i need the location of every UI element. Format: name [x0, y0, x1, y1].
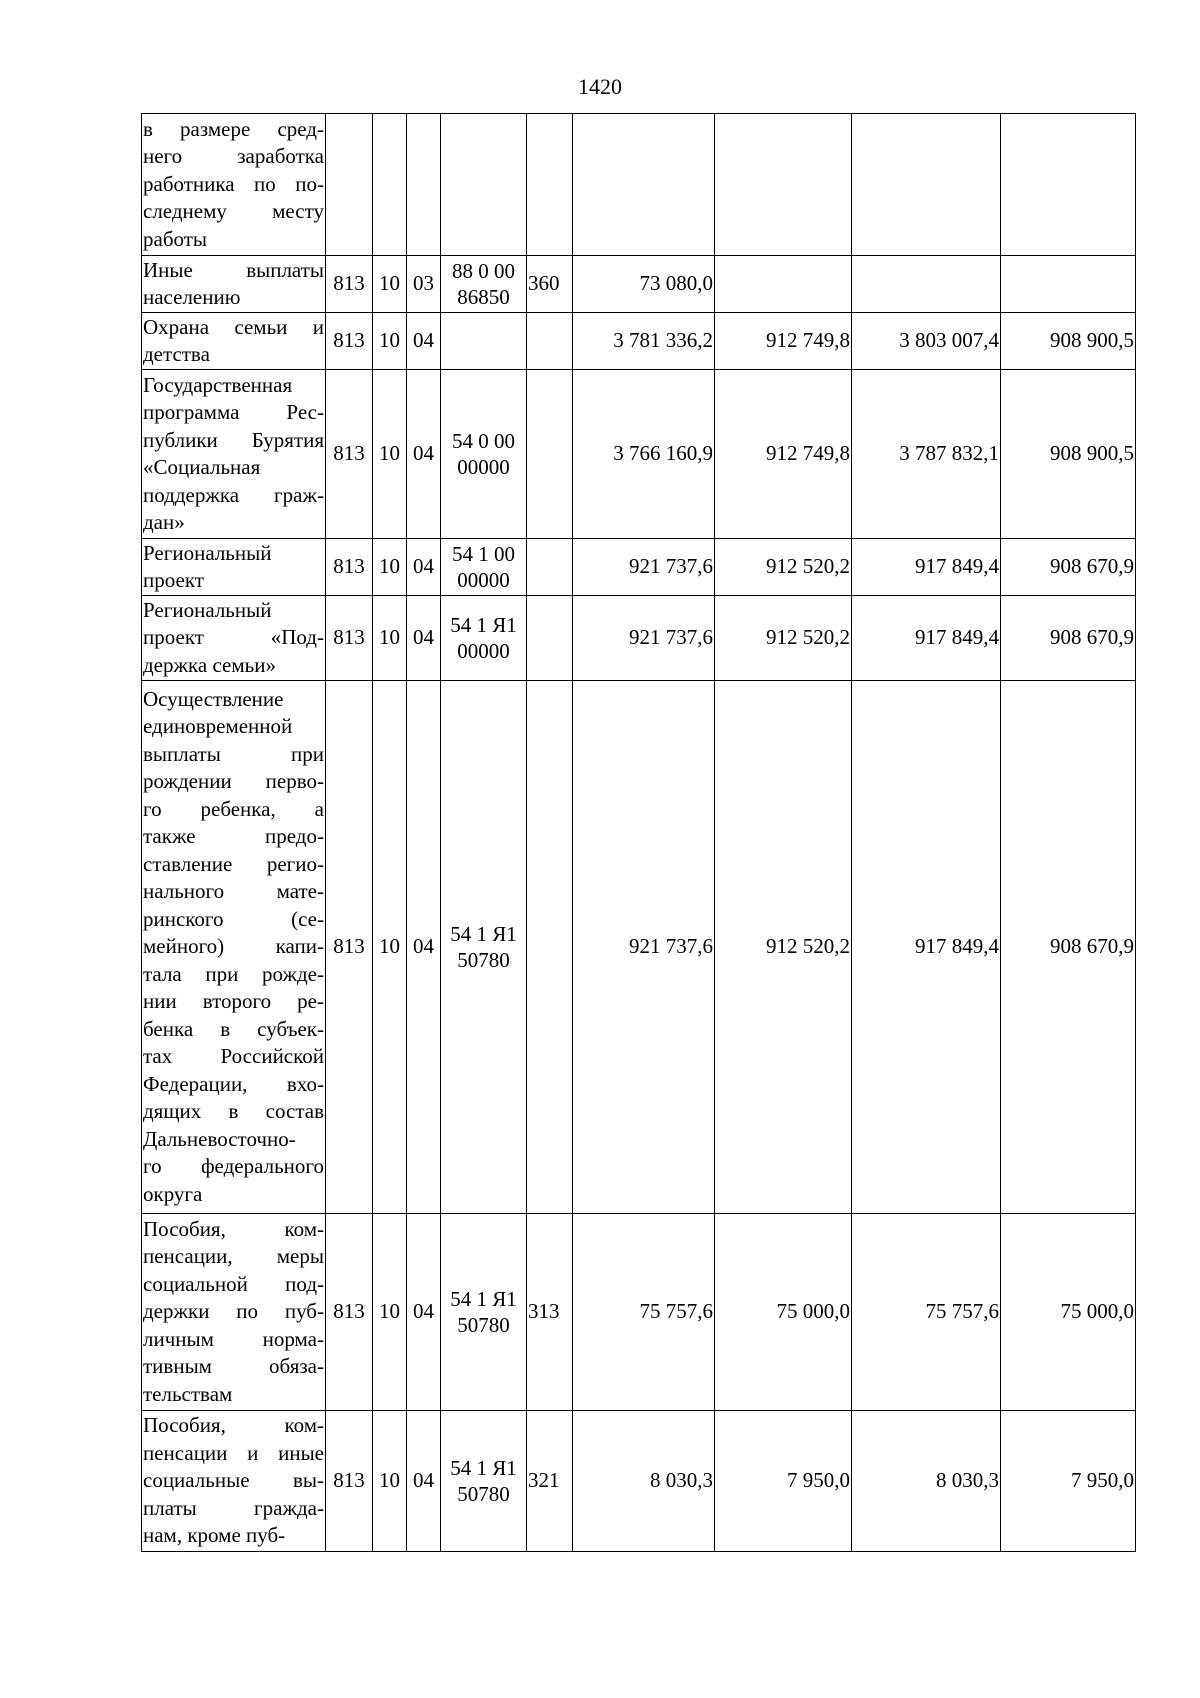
name-line: Государственная [143, 372, 293, 397]
budget-table [141, 113, 1136, 1552]
amount-cell-v1: 921 737,6 [573, 596, 715, 681]
amount-cell-v4: 908 900,5 [1001, 370, 1136, 539]
subsection-code: 04 [407, 313, 441, 370]
name-line: Осуществление [143, 686, 284, 711]
section-code: 10 [373, 539, 407, 596]
expense-type-code: 313 [527, 1214, 573, 1411]
name-line: бенка в субъек- [143, 1016, 324, 1041]
amount-cell-v1 [573, 114, 715, 256]
amount-cell-v4: 75 000,0 [1001, 1214, 1136, 1411]
code-line: 54 1 Я1 [450, 613, 517, 637]
code-line: 00000 [457, 455, 510, 479]
ministry-code: 813 [326, 681, 373, 1214]
amount-cell-v1: 8 030,3 [573, 1411, 715, 1552]
subsection-code: 04 [407, 1214, 441, 1411]
name-line: населению [143, 285, 241, 309]
subsection-code: 03 [407, 256, 441, 313]
amount-cell-v3: 917 849,4 [852, 681, 1001, 1214]
name-line: в размере сред- [143, 116, 324, 141]
code-line: 54 0 00 [452, 429, 515, 453]
subsection-code [407, 114, 441, 256]
name-line: проект [143, 568, 204, 592]
name-line: ринского (се- [143, 906, 324, 931]
amount-cell-v2: 912 749,8 [715, 313, 852, 370]
code-line: 54 1 00 [452, 542, 515, 566]
name-line: работы [143, 226, 208, 251]
section-code: 10 [373, 681, 407, 1214]
ministry-code: 813 [326, 1214, 373, 1411]
expense-type-code [527, 539, 573, 596]
name-line: социальные вы- [143, 1468, 324, 1493]
section-code [373, 114, 407, 256]
name-line: Региональный [143, 597, 272, 622]
ministry-code: 813 [326, 539, 373, 596]
amount-cell-v3: 8 030,3 [852, 1411, 1001, 1552]
code-line: 00000 [457, 568, 510, 592]
row-name [142, 370, 326, 539]
section-code: 10 [373, 1214, 407, 1411]
name-line: также предо- [143, 824, 324, 849]
subsection-code: 04 [407, 681, 441, 1214]
code-line: 54 1 Я1 [450, 1287, 517, 1311]
name-line: поддержка граж- [143, 482, 324, 507]
code-line: 54 1 Я1 [450, 922, 517, 946]
table-row [142, 370, 1136, 539]
amount-cell-v3: 917 849,4 [852, 596, 1001, 681]
name-line: тельствам [143, 1381, 233, 1406]
name-line: мейного) капи- [143, 934, 324, 959]
amount-cell-v2: 75 000,0 [715, 1214, 852, 1411]
target-article-code [441, 1214, 527, 1411]
name-line: следнему месту [143, 199, 324, 224]
name-line: округа [143, 1181, 203, 1206]
name-line: Федерации, вхо- [143, 1071, 324, 1096]
ministry-code: 813 [326, 1411, 373, 1552]
amount-cell-v4: 908 670,9 [1001, 539, 1136, 596]
ministry-code: 813 [326, 370, 373, 539]
name-line: тала при рожде- [143, 961, 324, 986]
table-row [142, 539, 1136, 596]
name-line: рождении перво- [143, 769, 324, 794]
amount-cell-v2: 912 520,2 [715, 681, 852, 1214]
expense-type-code [527, 596, 573, 681]
name-line: Пособия, ком- [143, 1413, 324, 1438]
name-line: публики Бурятия [143, 427, 324, 452]
amount-cell-v2: 912 520,2 [715, 596, 852, 681]
row-name [142, 256, 326, 313]
amount-cell-v4 [1001, 114, 1136, 256]
target-article-code [441, 256, 527, 313]
name-line: Пособия, ком- [143, 1216, 324, 1241]
section-code: 10 [373, 596, 407, 681]
expense-type-code [527, 681, 573, 1214]
section-code: 10 [373, 1411, 407, 1552]
name-line: проект «Под- [143, 625, 324, 650]
name-line: выплаты при [143, 741, 324, 766]
code-line: 86850 [457, 285, 510, 309]
name-line: работника по по- [143, 171, 324, 196]
name-line: детства [143, 342, 210, 366]
amount-cell-v3: 3 787 832,1 [852, 370, 1001, 539]
row-name [142, 596, 326, 681]
name-line: Иные выплаты [143, 257, 324, 282]
row-name [142, 539, 326, 596]
amount-cell-v1: 921 737,6 [573, 539, 715, 596]
name-line: дан» [143, 510, 185, 534]
name-line: держка семьи» [143, 652, 276, 677]
target-article-code [441, 1411, 527, 1552]
amount-cell-v1: 3 781 336,2 [573, 313, 715, 370]
ministry-code: 813 [326, 256, 373, 313]
table-row [142, 1214, 1136, 1411]
name-line: го ребенка, а [143, 796, 324, 821]
table-row [142, 256, 1136, 313]
amount-cell-v1: 75 757,6 [573, 1214, 715, 1411]
code-line: 88 0 00 [452, 259, 515, 283]
row-name [142, 681, 326, 1214]
name-line: пенсации и иные [143, 1440, 324, 1465]
row-name [142, 313, 326, 370]
amount-cell-v4 [1001, 256, 1136, 313]
table-row [142, 681, 1136, 1214]
name-line: тивным обяза- [143, 1354, 324, 1379]
expense-type-code [527, 370, 573, 539]
name-line: Охрана семьи и [143, 314, 324, 339]
code-line: 00000 [457, 639, 510, 663]
amount-cell-v1: 921 737,6 [573, 681, 715, 1214]
subsection-code: 04 [407, 370, 441, 539]
expense-type-code [527, 313, 573, 370]
section-code: 10 [373, 256, 407, 313]
expense-type-code [527, 114, 573, 256]
ministry-code [326, 114, 373, 256]
target-article-code [441, 681, 527, 1214]
name-line: Региональный [143, 540, 272, 565]
name-line: нального мате- [143, 879, 324, 904]
table-row [142, 596, 1136, 681]
target-article-code [441, 370, 527, 539]
target-article-code [441, 539, 527, 596]
code-line: 50780 [457, 1482, 510, 1506]
target-article-code [441, 313, 527, 370]
name-line: тах Российской [143, 1044, 324, 1069]
amount-cell-v2: 912 749,8 [715, 370, 852, 539]
name-line: дящих в состав [143, 1099, 324, 1124]
amount-cell-v4: 908 670,9 [1001, 596, 1136, 681]
target-article-code [441, 596, 527, 681]
amount-cell-v3: 917 849,4 [852, 539, 1001, 596]
target-article-code [441, 114, 527, 256]
ministry-code: 813 [326, 313, 373, 370]
amount-cell-v2 [715, 256, 852, 313]
ministry-code: 813 [326, 596, 373, 681]
name-line: ставление регио- [143, 851, 324, 876]
expense-type-code: 321 [527, 1411, 573, 1552]
expense-type-code: 360 [527, 256, 573, 313]
amount-cell-v2: 7 950,0 [715, 1411, 852, 1552]
table-row [142, 114, 1136, 256]
amount-cell-v1: 73 080,0 [573, 256, 715, 313]
subsection-code: 04 [407, 1411, 441, 1552]
amount-cell-v2: 912 520,2 [715, 539, 852, 596]
row-name [142, 114, 326, 256]
section-code: 10 [373, 370, 407, 539]
name-line: пенсации, меры [143, 1244, 324, 1269]
amount-cell-v3 [852, 114, 1001, 256]
name-line: социальной под- [143, 1271, 324, 1296]
name-line: него заработка [143, 144, 324, 169]
section-code: 10 [373, 313, 407, 370]
page-number: 1420 [578, 74, 622, 99]
amount-cell-v2 [715, 114, 852, 256]
name-line: единовременной [143, 714, 293, 739]
table-row [142, 313, 1136, 370]
name-line: платы гражда- [143, 1495, 324, 1520]
subsection-code: 04 [407, 596, 441, 681]
name-line: нам, кроме пуб- [143, 1523, 286, 1548]
amount-cell-v4: 908 670,9 [1001, 681, 1136, 1214]
amount-cell-v3: 3 803 007,4 [852, 313, 1001, 370]
amount-cell-v1: 3 766 160,9 [573, 370, 715, 539]
amount-cell-v3 [852, 256, 1001, 313]
table-row [142, 1411, 1136, 1552]
amount-cell-v3: 75 757,6 [852, 1214, 1001, 1411]
name-line: программа Рес- [143, 400, 324, 424]
row-name [142, 1214, 326, 1411]
name-line: «Социальная [143, 455, 261, 479]
subsection-code: 04 [407, 539, 441, 596]
amount-cell-v4: 7 950,0 [1001, 1411, 1136, 1552]
code-line: 50780 [457, 948, 510, 972]
name-line: го федерального [143, 1154, 324, 1179]
name-line: нии второго ре- [143, 989, 324, 1014]
name-line: держки по пуб- [143, 1299, 324, 1324]
code-line: 54 1 Я1 [450, 1456, 517, 1480]
name-line: личным норма- [143, 1326, 324, 1351]
code-line: 50780 [457, 1313, 510, 1337]
row-name [142, 1411, 326, 1552]
amount-cell-v4: 908 900,5 [1001, 313, 1136, 370]
name-line: Дальневосточно- [143, 1126, 296, 1151]
